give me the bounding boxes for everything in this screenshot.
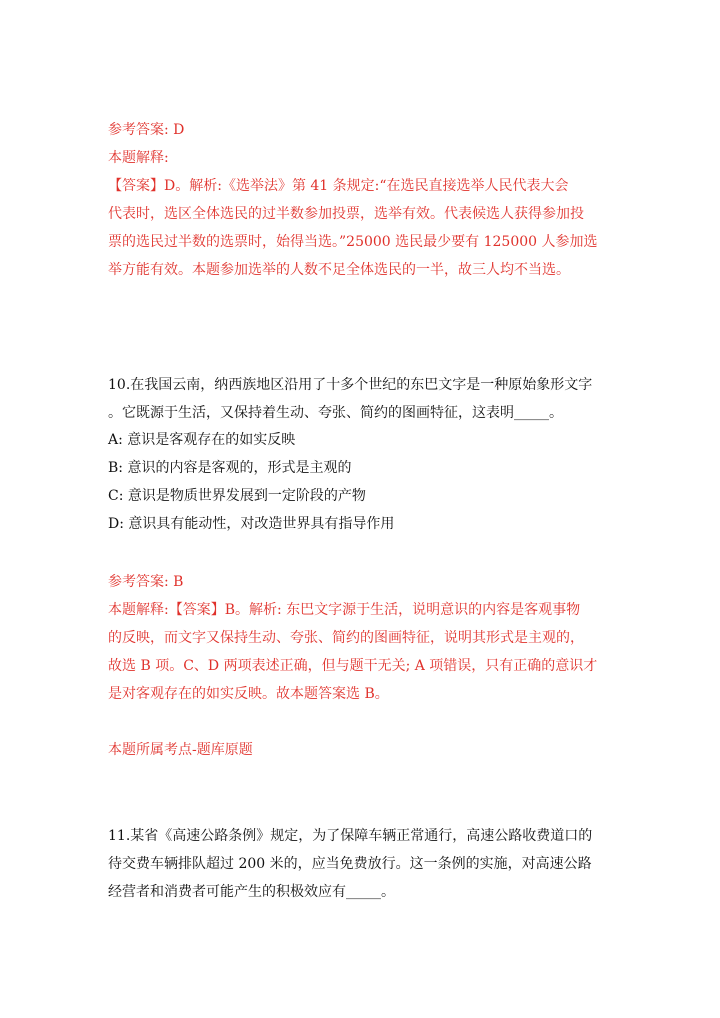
q10-category: 本题所属考点-题库原题 (108, 742, 253, 758)
q10-explanation-line: 是对客观存在的如实反映。故本题答案选 B。 (108, 686, 389, 702)
q11-stem-line: 11.某省《高速公路条例》规定，为了保障车辆正常通行，高速公路收费道口的 (108, 828, 593, 844)
q9-answer: 参考答案: D (108, 122, 185, 138)
q10-option-d: D: 意识具有能动性，对改造世界具有指导作用 (108, 516, 395, 532)
q10-explanation-line: 本题解释:【答案】B。解析: 东巴文字源于生活，说明意识的内容是客观事物 (108, 602, 581, 618)
q10-explanation-line: 的反映，而文字又保持生动、夸张、简约的图画特征，说明其形式是主观的， (108, 630, 584, 646)
q10-stem-line: 。它既源于生活，又保持着生动、夸张、简约的图画特征，这表明_____。 (108, 405, 563, 421)
q11-stem-line: 待交费车辆排队超过 200 米的，应当免费放行。这一条例的实施，对高速公路 (108, 856, 592, 872)
q10-option-b: B: 意识的内容是客观的，形式是主观的 (108, 460, 352, 476)
q10-answer: 参考答案: B (108, 574, 184, 590)
q11-stem-line: 经营者和消费者可能产生的积极效应有_____。 (108, 884, 395, 900)
q10-explanation-line: 故选 B 项。C、D 两项表述正确，但与题干无关; A 项错误，只有正确的意识才 (108, 658, 598, 674)
q9-explanation-line: 【答案】D。解析:《选举法》第 41 条规定:“在选民直接选举人民代表大会 (108, 178, 569, 194)
q9-explanation-line: 票的选民过半数的选票时，始得当选。”25000 选民最少要有 125000 人参加选 (108, 234, 598, 250)
q10-option-c: C: 意识是物质世界发展到一定阶段的产物 (108, 488, 366, 504)
q10-stem-line: 10.在我国云南，纳西族地区沿用了十多个世纪的东巴文字是一种原始象形文字 (108, 377, 593, 393)
q9-explanation-line: 举方能有效。本题参加选举的人数不足全体选民的一半，故三人均不当选。 (108, 262, 570, 278)
q9-explanation-line: 代表时，选区全体选民的过半数参加投票，选举有效。代表候选人获得参加投 (108, 206, 584, 222)
q9-explanation-label: 本题解释: (108, 150, 169, 166)
q10-option-a: A: 意识是客观存在的如实反映 (108, 432, 296, 448)
